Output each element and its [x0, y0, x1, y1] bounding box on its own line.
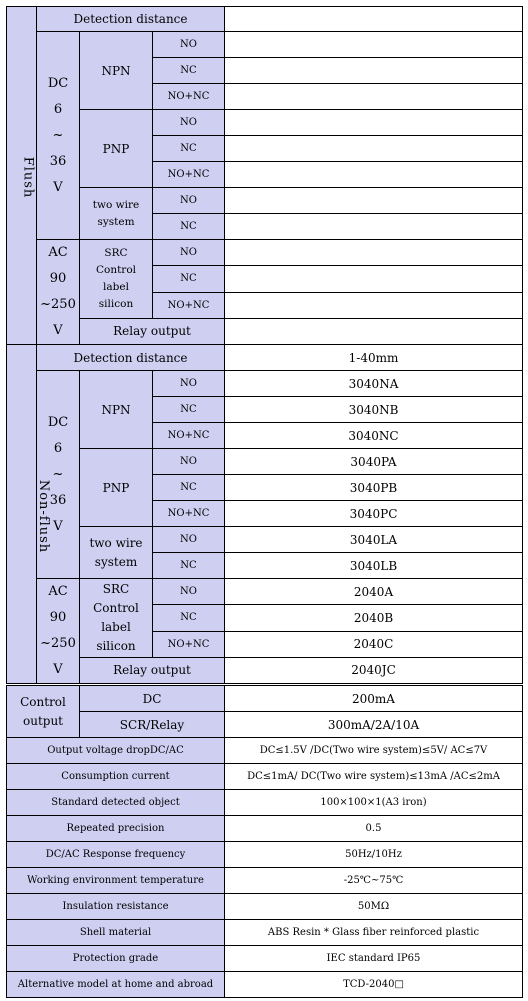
specs-table [6, 685, 523, 998]
flush-npn-model [225, 32, 523, 58]
flush-detection-distance-value [225, 7, 523, 32]
nonflush-pnp-mode: NO [153, 449, 225, 475]
spec-label: Consumption current [7, 764, 225, 790]
control-output-dc-label: DC [80, 686, 225, 712]
spec-value: ABS Resin * Glass fiber reinforced plastic [225, 920, 523, 946]
flush-npn-model [225, 84, 523, 110]
spec-value: 50MΩ [225, 894, 523, 920]
flush-two-wire-label: two wire system [80, 188, 153, 240]
nonflush-pnp-label: PNP [80, 449, 153, 527]
spec-label: Working environment temperature [7, 868, 225, 894]
nonflush-dc-label: DC 6 ~ 36 V [37, 371, 80, 579]
flush-npn-mode: NC [153, 58, 225, 84]
flush-src-label: SRC Control label silicon [80, 240, 153, 319]
nonflush-detection-distance-value: 1-40mm [225, 345, 523, 371]
flush-relay-label: Relay output [80, 318, 225, 344]
spec-value: -25℃~75℃ [225, 868, 523, 894]
flush-ac-label: AC 90 ~250 V [37, 240, 80, 345]
flush-src-mode: NO [153, 240, 225, 266]
spec-label: DC/AC Response frequency [7, 842, 225, 868]
nonflush-src-model: 2040A [225, 579, 523, 605]
nonflush-src-mode: NO+NC [153, 631, 225, 657]
spec-value: 100×100×1(A3 iron) [225, 790, 523, 816]
nonflush-two-wire-mode: NO [153, 527, 225, 553]
flush-src-model [225, 240, 523, 266]
nonflush-pnp-mode: NO+NC [153, 501, 225, 527]
nonflush-npn-model: 3040NC [225, 423, 523, 449]
flush-npn-label: NPN [80, 32, 153, 110]
spec-value: IEC standard IP65 [225, 946, 523, 972]
nonflush-npn-mode: NC [153, 397, 225, 423]
nonflush-npn-model: 3040NB [225, 397, 523, 423]
nonflush-two-wire-model: 3040LB [225, 553, 523, 579]
spec-label: Alternative model at home and abroad [7, 972, 225, 998]
flush-src-model [225, 266, 523, 292]
nonflush-npn-mode: NO+NC [153, 423, 225, 449]
spec-value: 50Hz/10Hz [225, 842, 523, 868]
nonflush-src-model: 2040B [225, 605, 523, 631]
spec-value: TCD-2040□ [225, 972, 523, 998]
nonflush-ac-label: AC 90 ~250 V [37, 579, 80, 684]
nonflush-pnp-model: 3040PB [225, 475, 523, 501]
nonflush-npn-label: NPN [80, 371, 153, 449]
flush-npn-mode: NO+NC [153, 84, 225, 110]
flush-pnp-mode: NO+NC [153, 162, 225, 188]
flush-two-wire-mode: NO [153, 188, 225, 214]
spec-value: DC≤1mA/ DC(Two wire system)≤13mA /AC≤2mA [225, 764, 523, 790]
control-output-label: Control output [7, 686, 80, 738]
nonflush-table [6, 344, 523, 684]
spec-label: Protection grade [7, 946, 225, 972]
nonflush-relay-model: 2040JC [225, 657, 523, 683]
flush-pnp-model [225, 136, 523, 162]
nonflush-src-label: SRC Control label silicon [80, 579, 153, 658]
flush-npn-model [225, 58, 523, 84]
nonflush-npn-mode: NO [153, 371, 225, 397]
nonflush-two-wire-label: two wire system [80, 527, 153, 579]
spec-value: DC≤1.5V /DC(Two wire system)≤5V/ AC≤7V [225, 738, 523, 764]
nonflush-section-label: Non-flush [7, 345, 37, 684]
nonflush-pnp-model: 3040PA [225, 449, 523, 475]
nonflush-pnp-mode: NC [153, 475, 225, 501]
nonflush-npn-model: 3040NA [225, 371, 523, 397]
flush-pnp-label: PNP [80, 110, 153, 188]
flush-table [6, 6, 523, 345]
nonflush-two-wire-mode: NC [153, 553, 225, 579]
spec-label: Standard detected object [7, 790, 225, 816]
nonflush-relay-label: Relay output [80, 657, 225, 683]
nonflush-src-mode: NC [153, 605, 225, 631]
flush-relay-model [225, 318, 523, 344]
flush-section-label: Flush [7, 7, 37, 345]
flush-src-model [225, 292, 523, 318]
flush-src-mode: NC [153, 266, 225, 292]
spec-value: 0.5 [225, 816, 523, 842]
nonflush-src-model: 2040C [225, 631, 523, 657]
control-output-scr-value: 300mA/2A/10A [225, 712, 523, 738]
spec-label: Shell material [7, 920, 225, 946]
flush-src-mode: NO+NC [153, 292, 225, 318]
flush-two-wire-model [225, 188, 523, 214]
flush-two-wire-model [225, 214, 523, 240]
nonflush-two-wire-model: 3040LA [225, 527, 523, 553]
nonflush-src-mode: NO [153, 579, 225, 605]
spec-label: Output voltage dropDC/AC [7, 738, 225, 764]
flush-pnp-model [225, 162, 523, 188]
flush-pnp-mode: NC [153, 136, 225, 162]
flush-two-wire-mode: NC [153, 214, 225, 240]
flush-dc-label: DC 6 ~ 36 V [37, 32, 80, 240]
control-output-dc-value: 200mA [225, 686, 523, 712]
flush-npn-mode: NO [153, 32, 225, 58]
flush-pnp-mode: NO [153, 110, 225, 136]
flush-pnp-model [225, 110, 523, 136]
nonflush-pnp-model: 3040PC [225, 501, 523, 527]
spec-label: Insulation resistance [7, 894, 225, 920]
nonflush-detection-distance-label: Detection distance [37, 345, 225, 371]
spec-label: Repeated precision [7, 816, 225, 842]
flush-detection-distance-label: Detection distance [37, 7, 225, 32]
control-output-scr-label: SCR/Relay [80, 712, 225, 738]
